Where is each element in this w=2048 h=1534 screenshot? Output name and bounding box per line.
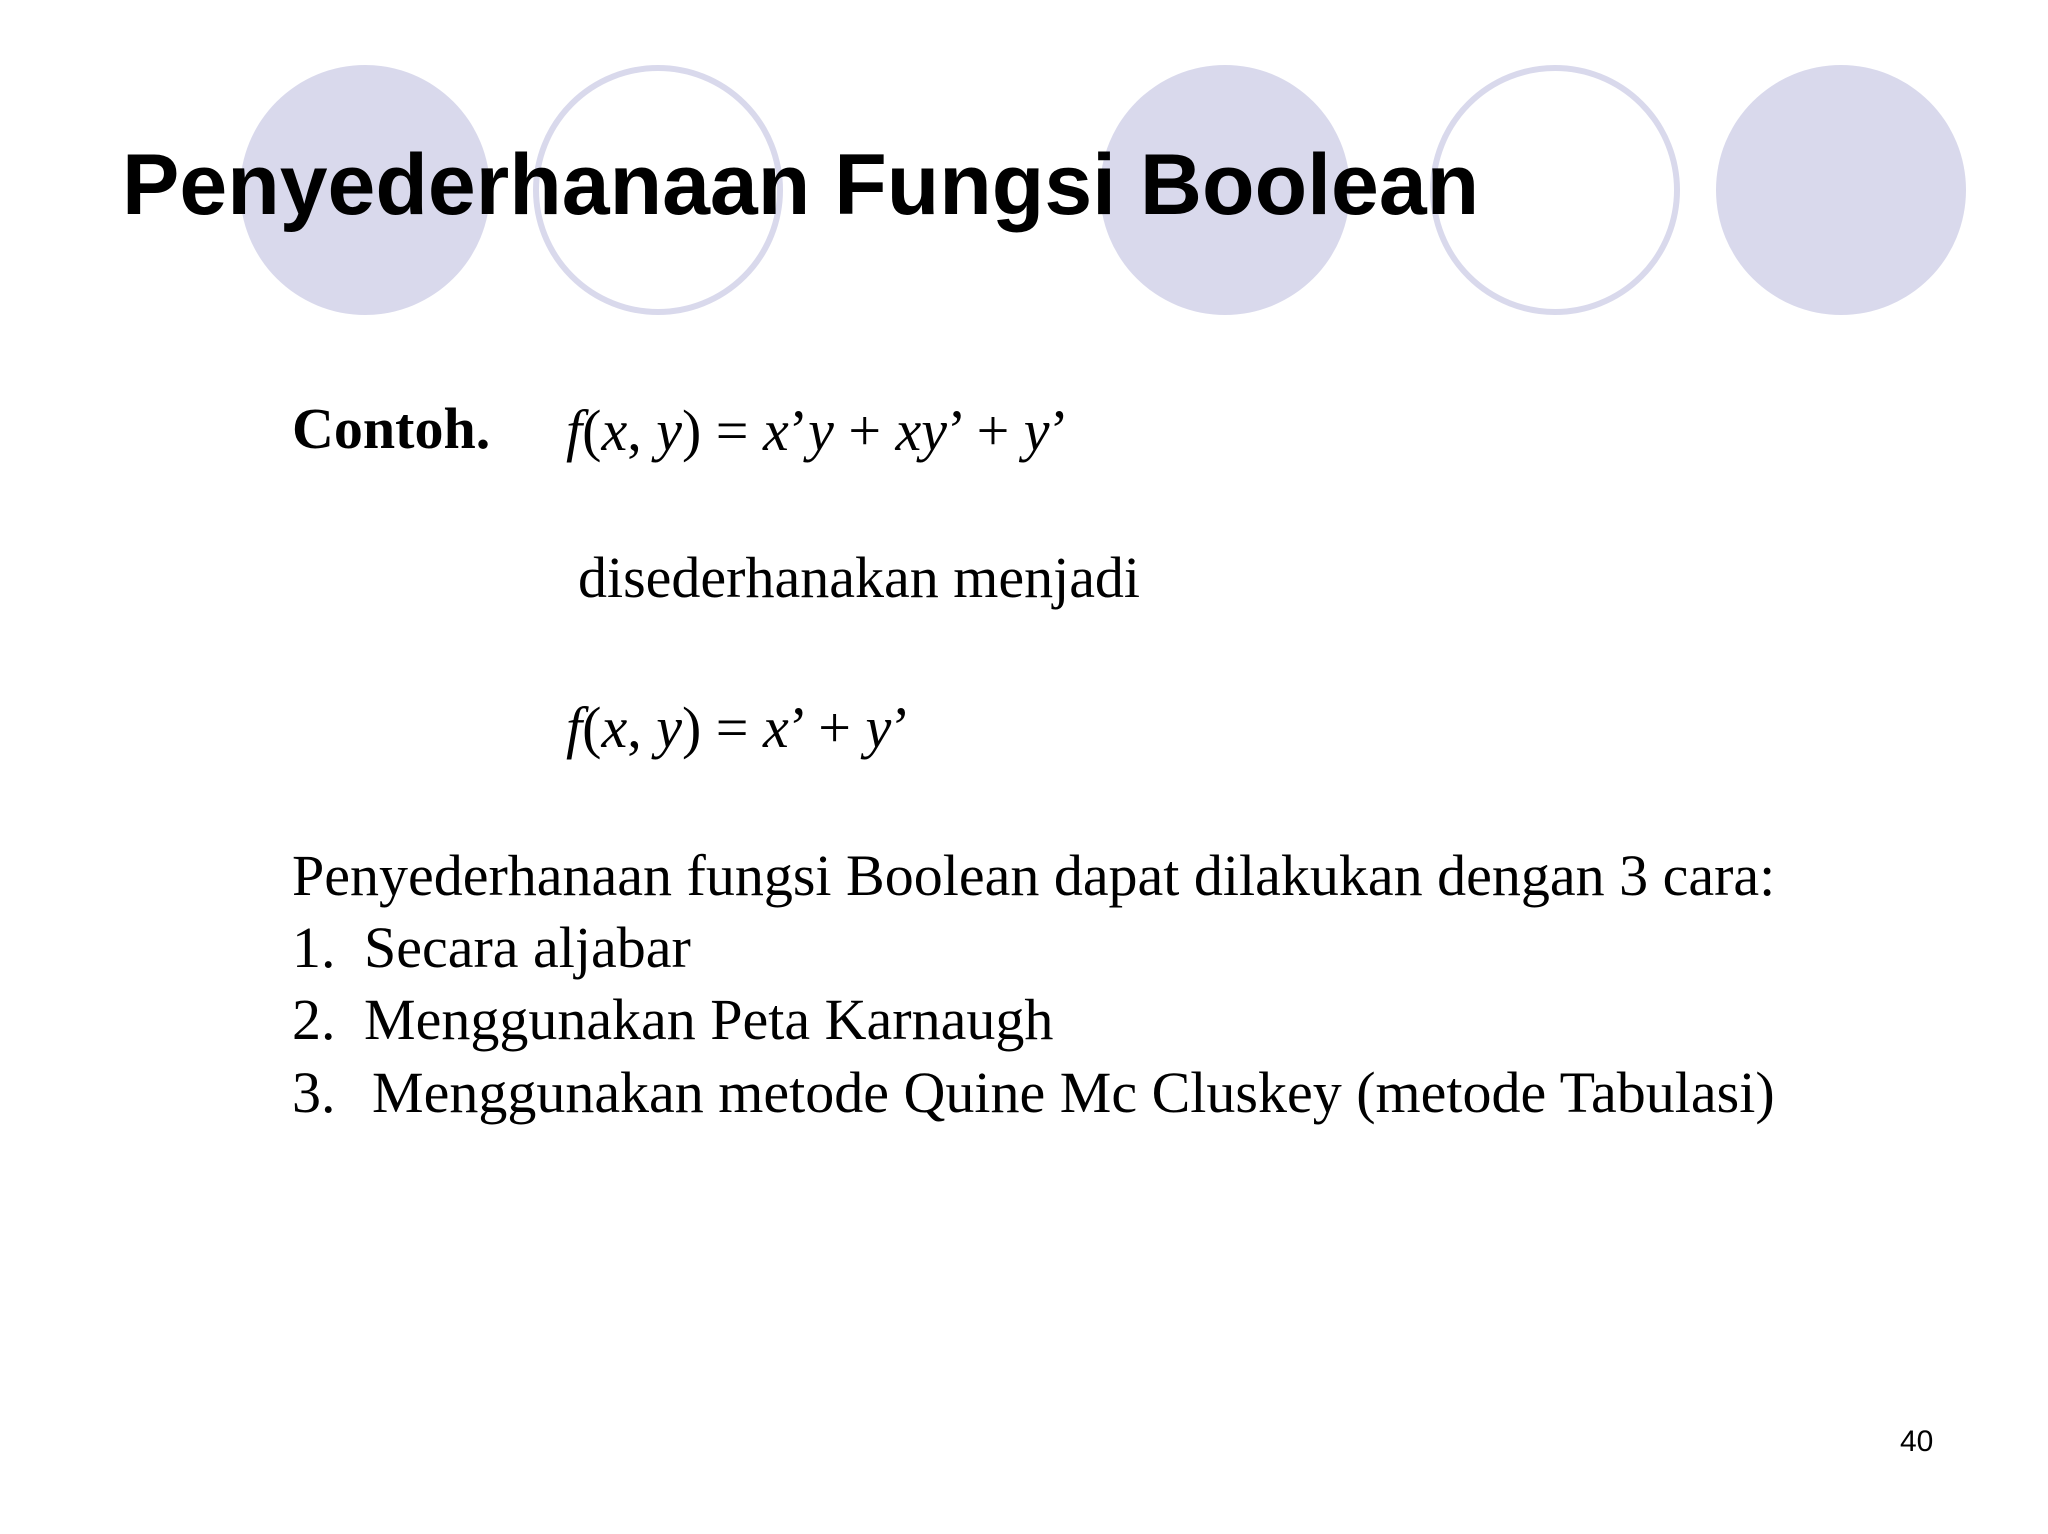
- formula-original: f(x, y) = x’y + xy’ + y’: [566, 398, 1069, 463]
- page-number: 40: [1900, 1425, 1934, 1458]
- method-text: Menggunakan metode Quine Mc Cluskey (metode Tabulasi): [372, 1060, 1775, 1125]
- methods-intro: Penyederhanaan fungsi Boolean dapat dilakukan dengan 3 cara:: [292, 843, 1776, 908]
- method-text: Menggunakan Peta Karnaugh: [364, 987, 1054, 1052]
- method-text: Secara aljabar: [364, 915, 691, 980]
- method-number: 3.: [292, 1060, 336, 1125]
- method-number: 2.: [292, 987, 336, 1052]
- simplification-text: disederhanakan menjadi: [578, 545, 1141, 610]
- method-number: 1.: [292, 915, 336, 980]
- formula-simplified: f(x, y) = x’ + y’: [566, 695, 911, 760]
- method-item: [292, 915, 691, 982]
- example-label: Contoh.: [292, 396, 491, 461]
- method-item: [292, 1060, 1775, 1127]
- decorative-circle-filled: [1716, 65, 1966, 315]
- slide-title: Penyederhanaan Fungsi Boolean: [122, 137, 1480, 233]
- method-item: [292, 987, 1053, 1054]
